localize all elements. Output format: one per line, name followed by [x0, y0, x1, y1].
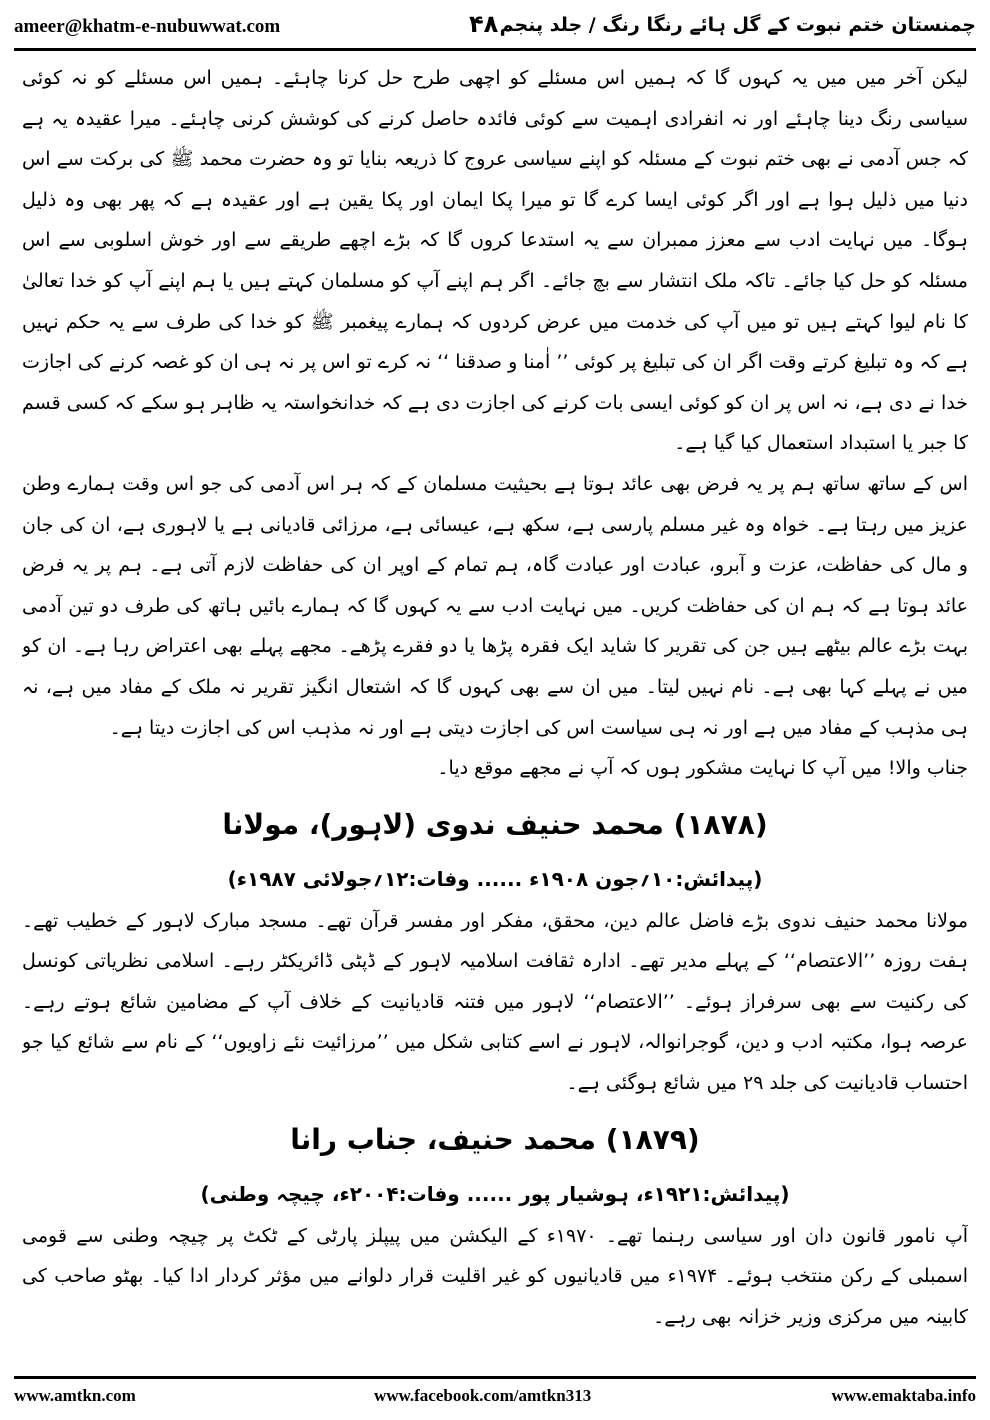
header-email: ameer@khatm-e-nubuwwat.com	[14, 16, 281, 37]
page-footer	[14, 1386, 976, 1414]
footer-rule	[14, 1376, 976, 1379]
page-header	[14, 10, 976, 46]
entry-heading: (۱۸۷۹) محمد حنیف، جناب رانا	[290, 1122, 700, 1156]
intro-section	[22, 58, 968, 789]
entry-dates: (پیدائش:۱۹۲۱ء، ہوشیار پور ...... وفات:۲۰۰۴ء، چیچہ وطنی)	[200, 1181, 790, 1206]
entry-heading: (۱۸۷۸) محمد حنیف ندوی (لاہور)، مولانا	[222, 807, 768, 841]
entry-1878	[22, 793, 968, 1104]
entry-body: آپ نامور قانون دان اور سیاسی رہنما تھے۔ ۱۹۷۰ء کے الیکشن میں پیپلز پارٹی کے ٹکٹ پر چیچہ وطنی سے قومی اسمبلی کے رکن منتخب ہوئے۔ ۱۹۷۴ء میں قادیانیوں کو غیر اقلیت قرار دلوانے میں مؤثر کردار ادا کیا۔ بھٹو صاحب کی کابینہ میں مرکزی وزیر خزانہ بھی رہے۔	[22, 1224, 968, 1328]
entry-1879	[22, 1108, 968, 1338]
page-number: ۴۸	[469, 10, 499, 38]
intro-paragraph-1: لیکن آخر میں میں یہ کہوں گا کہ ہمیں اس مسئلے کو اچھی طرح حل کرنا چاہئے۔ ہمیں اس مسئلے کو نہ کوئی سیاسی رنگ دینا چاہئے اور نہ انفرادی اہمیت سے کوئی فائدہ حاصل کرنے کی کوشش کرنی چاہئے۔ میرا عقیدہ یہ ہے کہ جس آدمی نے بھی ختم نبوت کے مسئلہ کو اپنے سیاسی عروج کا ذریعہ بنایا تو وہ حضرت محمد ﷺ کی برکت سے اس دنیا میں ذلیل ہوا ہے اور اگر کوئی ایسا کرے گا تو میرا پکا ایمان اور پکا یقین ہے اور عقیدہ ہے کہ پھر بھی وہ ذلیل ہوگا۔ میں نہایت ادب سے معزز ممبران سے یہ استدعا کروں گا کہ بڑے اچھے طریقے سے اور خوش اسلوبی سے اس مسئلہ کو حل کیا جائے۔ تاکہ ملک انتشار سے بچ جائے۔ اگر ہم اپنے آپ کو مسلمان کہتے ہیں یا ہم اپنے آپ کو خدا تعالیٰ کا نام لیوا کہتے ہیں تو میں آپ کی خدمت میں عرض کردوں کہ ہمارے پیغمبر ﷺ کو خدا کی طرف سے یہ حکم نہیں ہے کہ وہ تبلیغ کرتے وقت اگر ان کی تبلیغ پر کوئی ’’ اٰمنا و صدقنا ‘‘ نہ کرے تو اس پر نہ ہی ان کو غصہ کرنے کی اجازت خدا نے دی ہے، نہ اس پر ان کو کوئی ایسی بات کرنے کی اجازت دی ہے کہ خدانخواستہ یہ ظاہر ہو سکے کہ کسی قسم کا جبر یا استبداد استعمال کیا گیا ہے۔	[22, 67, 968, 455]
book-title: چمنستان ختم نبوت کے گل ہائے رنگا رنگ / جلد پنجم	[499, 14, 976, 36]
footer-link-amtkn[interactable]: www.amtkn.com	[14, 1386, 136, 1405]
entry-dates: (پیدائش:۱۰؍جون ۱۹۰۸ء ...... وفات:۱۲؍جولائی ۱۹۸۷ء)	[227, 866, 763, 891]
intro-paragraph-2: اس کے ساتھ ساتھ ہم پر یہ فرض بھی عائد ہوتا ہے بحیثیت مسلمان کے کہ ہر اس آدمی کی جو اس وقت ہمارے وطن عزیز میں رہتا ہے۔ خواہ وہ غیر مسلم پارسی ہے، سکھ ہے، عیسائی ہے، مرزائی قادیانی ہے یا لاہوری ہے، ان کی جان و مال کی حفاظت، عزت و آبرو، عبادت اور عبادت گاہ، ہم تمام کے اوپر ان کی حفاظت لازم آتی ہے۔ ہم پر یہ فرض عائد ہوتا ہے کہ ہم ان کی حفاظت کریں۔ میں نہایت ادب سے یہ کہوں گا کہ ہمارے بائیں ہاتھ کی طرف دو تین آدمی بہت بڑے عالم بیٹھے ہیں جن کی تقریر کا شاید ایک فقرہ پڑھا یا دو فقرے پڑھے۔ مجھے پہلے بھی اعتراض رہا ہے۔ ان کو میں نے پہلے کہا بھی ہے۔ نام نہیں لیتا۔ میں ان سے بھی کہوں گا کہ اشتعال انگیز تقریر نہ ملک کے مفاد میں ہے، نہ ہی مذہب کے مفاد میں ہے اور نہ ہی سیاست اس کی اجازت دیتی ہے اور نہ مذہب اس کی اجازت دیتا ہے۔	[22, 472, 968, 739]
footer-link-facebook[interactable]: www.facebook.com/amtkn313	[374, 1386, 592, 1405]
entry-body: مولانا محمد حنیف ندوی بڑے فاضل عالم دین، محقق، مفکر اور مفسر قرآن تھے۔ مسجد مبارک لاہور کے خطیب تھے۔ ہفت روزہ ’’الاعتصام‘‘ کے پہلے مدیر تھے۔ ادارہ ثقافت اسلامیہ لاہور کے ڈپٹی ڈائریکٹر رہے۔ اسلامی نظریاتی کونسل کی رکنیت سے بھی سرفراز ہوئے۔ ’’الاعتصام‘‘ لاہور میں فتنہ قادیانیت کے خلاف آپ کے مضامین شائع ہوتے رہے۔ عرصہ ہوا، مکتبہ ادب و دین، گوجرانوالہ، لاہور نے اسے کتابی شکل میں ’’مرزائیت نئے زاویوں‘‘ کے نام سے شائع کیا جو احتساب قادیانیت کی جلد ۲۹ میں شائع ہوگئی ہے۔	[22, 909, 968, 1095]
page-content	[22, 58, 968, 1358]
intro-paragraph-3: جناب والا! میں آپ کا نہایت مشکور ہوں کہ آپ نے مجھے موقع دیا۔	[437, 757, 968, 780]
header-rule	[14, 48, 976, 51]
footer-link-emaktaba[interactable]: www.emaktaba.info	[831, 1386, 976, 1405]
